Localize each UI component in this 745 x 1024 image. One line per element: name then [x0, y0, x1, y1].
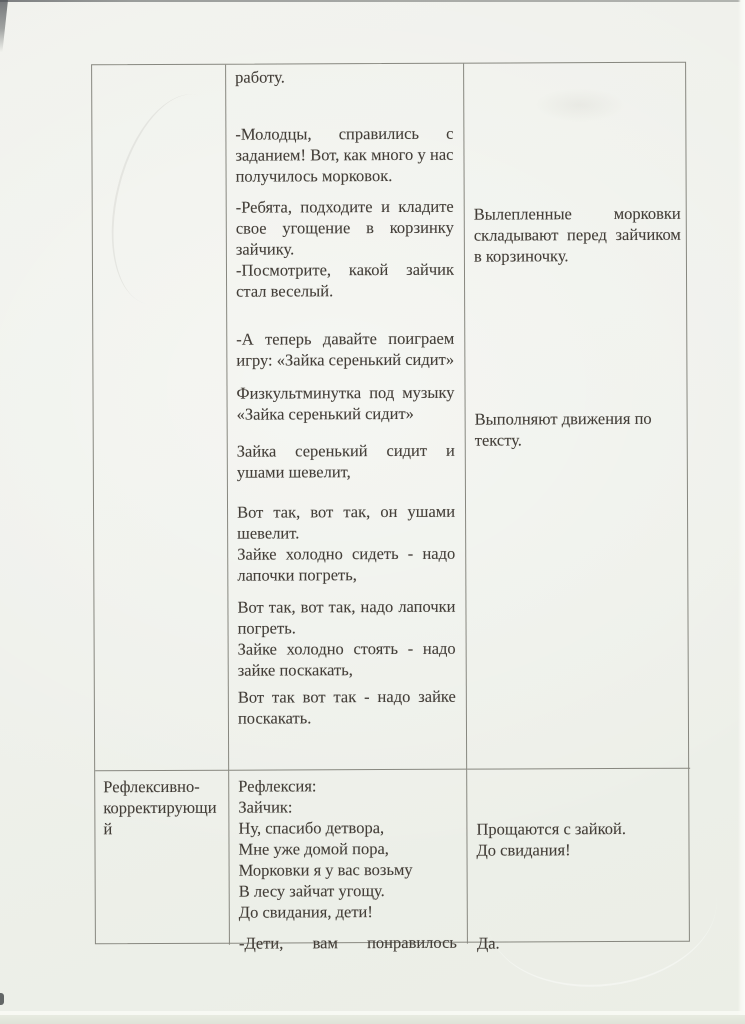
stage-label: Рефлексивно- корректирующи й — [103, 776, 217, 839]
scan-top-left-corner — [0, 0, 8, 52]
table-cell-stage-row1 — [92, 65, 229, 772]
paragraph: -А теперь давайте поиграем игру: «Зайка серенький сидит» — [236, 328, 455, 370]
children-action-farewell: Прощаются с зайкой. До свидания! — [476, 818, 626, 860]
paragraph: -Молодцы, справились с заданием! Вот, как много у нас получилось морковок. — [235, 123, 454, 186]
children-action-movements: Выполняют движения по тексту. — [474, 408, 652, 450]
table-cell-children-activity-row2 — [467, 769, 691, 953]
children-answer-yes: Да. — [476, 933, 500, 953]
paragraph: работу. — [235, 67, 285, 87]
table-cell-children-activity-row1 — [464, 63, 690, 770]
scan-left-mark — [0, 993, 4, 1005]
paragraph: Вот так, вот так, надо лапочки погреть. Зайке холодно стоять - надо зайке поскакать, — [237, 596, 456, 680]
paragraph: -Ребята, подходите и кладите свое угощение в корзинку зайчику. -Посмотрите, какой зайчик стал веселый. — [235, 196, 455, 301]
scan-right-edge — [738, 0, 745, 1024]
scan-bottom-edge — [0, 1015, 745, 1024]
table-cell-stage-row2 — [95, 771, 230, 946]
paragraph: Вот так, вот так, он ушами шевелит. Зайке холодно сидеть - надо лапочки погреть, — [236, 501, 456, 585]
children-action-carrots: Вылепленные морковки складывают перед зайчиком в корзиночку. — [473, 203, 681, 266]
paragraph: Физкультминутка под музыку «Зайка серенький сидит» — [236, 382, 455, 424]
question-line: -Дети, вам понравилось — [238, 932, 457, 953]
reflection-poem: Рефлексия: Зайчик: Ну, спасибо детвора, Мне уже домой пора, Морковки я у вас возьму В лесу зайчат угощу. До свидания, дети! — [238, 776, 413, 922]
paragraph: Вот так вот так - надо зайке поскакать. — [237, 686, 456, 728]
lesson-plan-table — [91, 62, 690, 953]
table-cell-teacher-activity-row1 — [226, 64, 467, 771]
scan-top-edge — [0, 0, 745, 2]
table-cell-teacher-activity-row2 — [229, 770, 468, 953]
paragraph: Зайка серенький сидит и ушами шевелит, — [236, 440, 455, 482]
